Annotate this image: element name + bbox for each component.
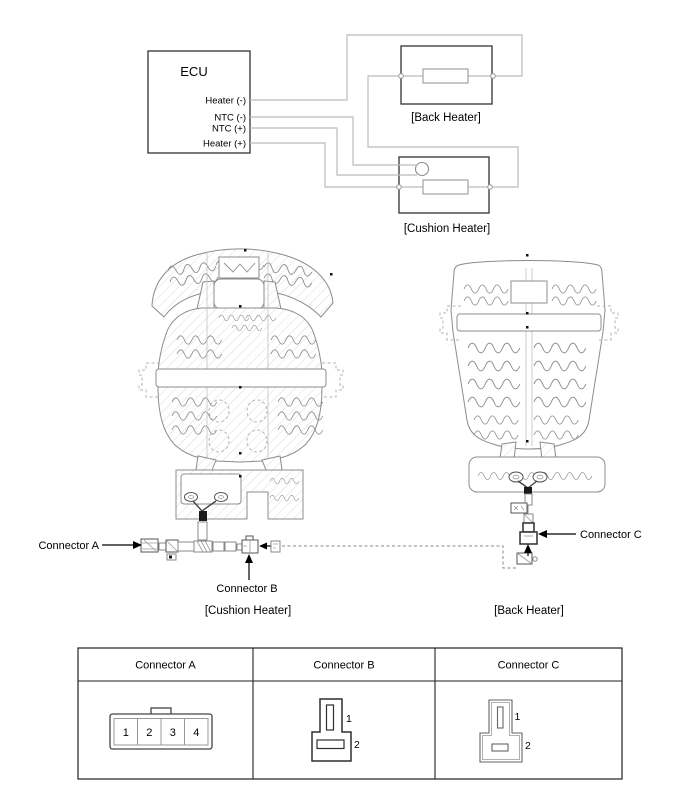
arrowhead — [524, 544, 532, 553]
back-cross-bar — [457, 314, 601, 331]
junction-node — [488, 185, 493, 190]
connector-c-callout — [524, 529, 642, 556]
table-header-connector-c: Connector C — [497, 659, 560, 672]
back-heater-resistor — [423, 69, 468, 83]
connector-b-callout — [216, 554, 277, 595]
cushion-seat-drawing — [139, 249, 343, 519]
cushion-headrest — [214, 279, 264, 309]
harness-grommet — [524, 487, 532, 494]
wire-ntc-plus — [250, 128, 417, 175]
arrowhead — [538, 530, 547, 538]
back-seat-drawing — [440, 254, 618, 492]
cushion-terminal — [185, 493, 198, 502]
connector-a-pin-3: 3 — [169, 727, 176, 739]
connector-c-pin-2: 2 — [525, 740, 531, 752]
back-terminal — [509, 472, 523, 482]
connector-c-label: Connector C — [580, 529, 642, 541]
connector-b-latch — [246, 536, 253, 540]
cushion-seat-caption: [Cushion Heater] — [204, 605, 292, 617]
connector-a-callout — [38, 540, 142, 552]
junction-node — [491, 74, 496, 79]
ecu-pin-ntc-plus: NTC (+) — [211, 123, 246, 135]
back-harness-dashed-lead — [282, 546, 517, 568]
harness-t-junction — [194, 541, 212, 552]
connector-a-pin-4: 4 — [193, 727, 200, 739]
connector-b-label: Connector B — [216, 583, 278, 595]
table-header-connector-a: Connector A — [135, 659, 196, 672]
harness-tag — [271, 541, 280, 552]
cushion-heater-circuit-caption: [Cushion Heater] — [403, 223, 491, 235]
harness-tag — [511, 503, 527, 513]
back-seat-caption: [Back Heater] — [494, 605, 564, 617]
harness-tube — [178, 542, 194, 551]
connector-b-slot-1 — [327, 705, 334, 730]
connector-c-housing — [520, 532, 537, 544]
connector-b-pin-2: 2 — [354, 739, 360, 751]
ecu-pin-heater-plus: Heater (+) — [202, 138, 246, 150]
back-terminal — [533, 472, 547, 482]
junction-node — [397, 185, 402, 190]
connector-a-pin-2: 2 — [146, 727, 153, 739]
harness-grommet — [199, 511, 207, 521]
junction-node — [399, 74, 404, 79]
circuit-diagram — [148, 35, 522, 235]
back-heater-circuit-caption: [Back Heater] — [411, 112, 481, 124]
harness-link — [159, 543, 166, 550]
connector-table — [78, 648, 622, 779]
connector-c-slot-1 — [498, 707, 504, 728]
cushion-terminal — [215, 493, 228, 502]
connector-c-slot-2 — [492, 744, 508, 751]
cushion-cross-bar — [156, 369, 326, 387]
mating-arrowhead — [259, 543, 267, 550]
harness-tube — [225, 542, 236, 551]
back-top-tab — [511, 281, 547, 303]
arrowhead — [245, 554, 253, 563]
connector-a-pin-1: 1 — [122, 727, 129, 739]
connector-b-pin-1: 1 — [346, 713, 352, 725]
connector-c-pin-1: 1 — [514, 711, 521, 723]
wire-ntc-minus — [250, 117, 417, 165]
ecu-label: ECU — [180, 64, 208, 79]
harness-tube — [213, 542, 224, 551]
harness-drop-tube — [198, 522, 207, 540]
connector-c-neck — [523, 523, 534, 532]
connector-b-slot-2 — [317, 740, 344, 749]
ecu-pin-ntc-minus: NTC (-) — [214, 112, 246, 124]
cushion-heater-resistor — [423, 180, 468, 194]
ecu-pin-heater-minus: Heater (-) — [205, 95, 246, 107]
back-harness — [282, 487, 537, 568]
connector-a-pinout — [110, 708, 212, 749]
harness-link — [237, 544, 242, 550]
cushion-top-tab — [219, 257, 259, 278]
back-heater-circuit — [401, 46, 492, 104]
ntc-sensor — [416, 163, 429, 176]
connector-a-label: Connector A — [38, 540, 99, 552]
table-header-connector-b: Connector B — [313, 659, 375, 672]
